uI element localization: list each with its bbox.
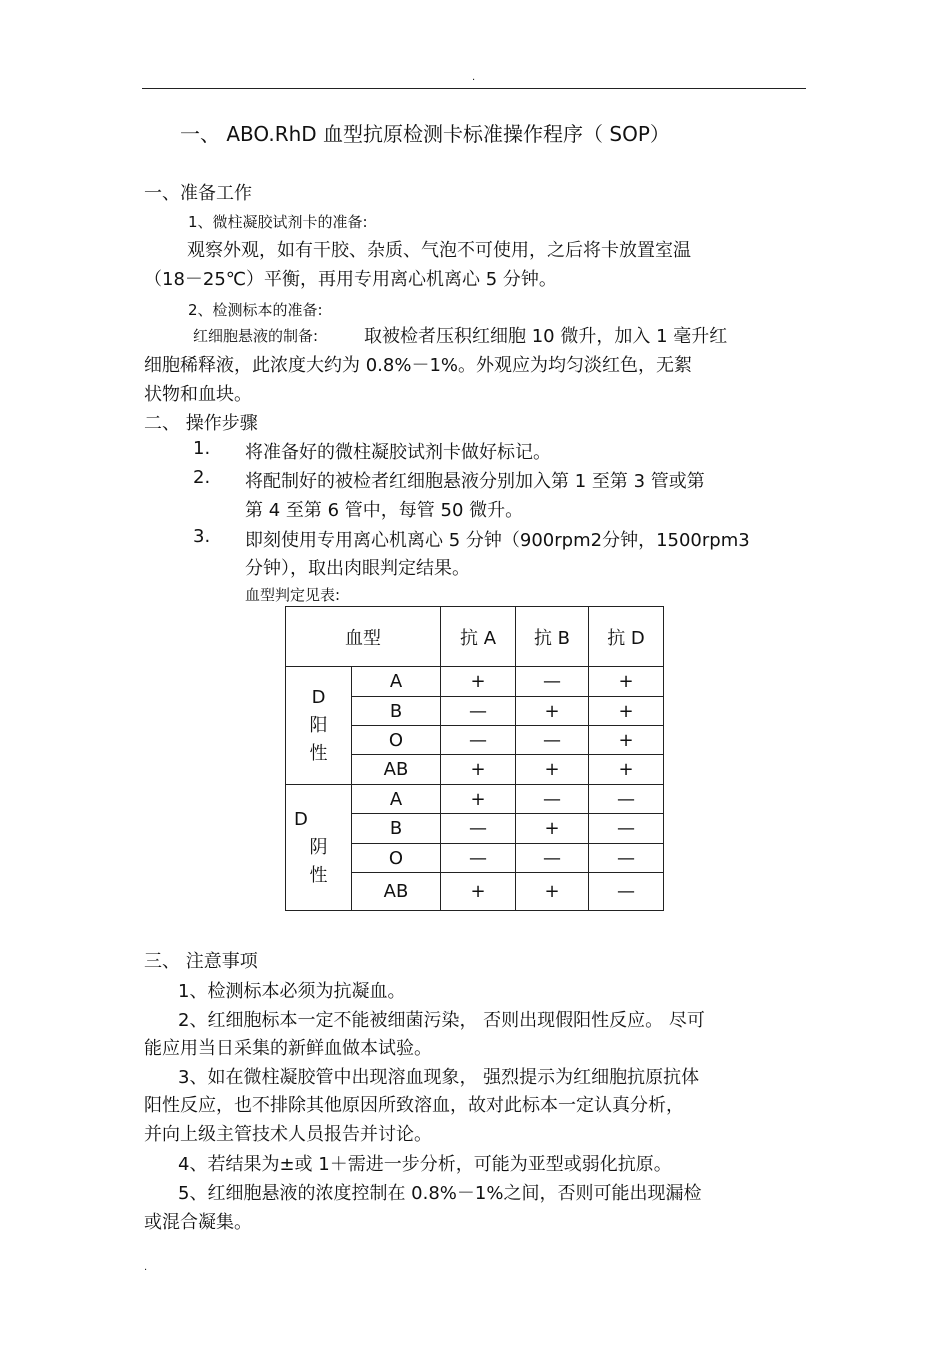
note-1: 1、检测标本必须为抗凝血。 [178, 981, 406, 1002]
sub1-line1: 观察外观，如有干胶、杂质、气泡不可使用，之后将卡放置室温 [187, 240, 691, 261]
sub1-heading: 1、微柱凝胶试剂卡的准备: [188, 213, 368, 231]
cell-type: A [352, 667, 441, 697]
note-2-line2: 能应用当日采集的新鲜血做本试验。 [144, 1038, 432, 1059]
cell-type: B [352, 697, 441, 726]
group-label: 性 [309, 742, 328, 764]
step-1-text: 将准备好的微柱凝胶试剂卡做好标记。 [245, 442, 551, 463]
cell-anti-a: + [441, 667, 516, 697]
footer-mark: . [144, 1262, 148, 1273]
cell-anti-b: — [516, 667, 589, 697]
cell-anti-b: + [516, 697, 589, 726]
cell-type: O [352, 726, 441, 755]
cell-anti-b: — [516, 726, 589, 755]
blood-type-table [285, 606, 664, 911]
note-3-line2: 阳性反应，也不排除其他原因所致溶血，故对此标本一定认真分析， [144, 1095, 684, 1116]
note-3-line1: 3、如在微柱凝胶管中出现溶血现象， 强烈提示为红细胞抗原抗体 [178, 1067, 700, 1088]
table-row [286, 667, 664, 697]
cell-anti-a: + [441, 873, 516, 911]
cell-anti-a: — [441, 814, 516, 844]
step-2-number: 2. [193, 467, 211, 488]
cell-type: O [352, 844, 441, 873]
cell-anti-d: + [589, 667, 664, 697]
cell-anti-b: — [516, 844, 589, 873]
cell-anti-a: — [441, 726, 516, 755]
sub2-line2: 细胞稀释液，此浓度大约为 0.8%－1%。外观应为均匀淡红色，无絮 [144, 355, 693, 376]
note-3-line3: 并向上级主管技术人员报告并讨论。 [144, 1124, 432, 1145]
cell-anti-a: — [441, 697, 516, 726]
table-row [286, 785, 664, 814]
note-5-line2: 或混合凝集。 [144, 1212, 252, 1233]
cell-anti-d: — [589, 814, 664, 844]
cell-anti-d: — [589, 844, 664, 873]
step-3-number: 3. [193, 526, 211, 547]
note-4: 4、若结果为±或 1＋需进一步分析，可能为亚型或弱化抗原。 [178, 1154, 672, 1175]
group-label: 阴 [309, 836, 328, 858]
sub2-line3: 状物和血块。 [144, 384, 252, 405]
cell-anti-b: + [516, 755, 589, 785]
header-anti-b: 抗 B [516, 607, 589, 667]
cell-anti-d: — [589, 873, 664, 911]
sub1-line2: （18－25℃）平衡，再用专用离心机离心 5 分钟。 [144, 269, 557, 290]
section-1-heading: 一、准备工作 [144, 183, 252, 204]
cell-type: AB [352, 755, 441, 785]
header-anti-d: 抗 D [589, 607, 664, 667]
cell-anti-a: + [441, 755, 516, 785]
page-title: 一、 ABO.RhD 血型抗原检测卡标准操作程序（ SOP） [180, 122, 670, 146]
cell-type: B [352, 814, 441, 844]
step-2-line2: 第 4 至第 6 管中，每管 50 微升。 [245, 500, 524, 521]
cell-anti-b: — [516, 785, 589, 814]
group-label: 性 [309, 864, 328, 886]
section-3-heading: 三、 注意事项 [144, 951, 258, 972]
header-mark: . [472, 72, 476, 83]
header-blood-type: 血型 [286, 607, 441, 667]
header-rule [142, 88, 806, 89]
note-2-line1: 2、红细胞标本一定不能被细菌污染， 否则出现假阳性反应。 尽可 [178, 1010, 705, 1031]
group-rh-positive [286, 667, 352, 785]
cell-anti-d: — [589, 785, 664, 814]
step-1-number: 1. [193, 438, 211, 459]
cell-anti-b: + [516, 814, 589, 844]
group-label: D [294, 808, 308, 830]
group-rh-negative [286, 785, 352, 911]
cell-type: A [352, 785, 441, 814]
table-caption: 血型判定见表: [245, 586, 341, 604]
cell-anti-d: + [589, 726, 664, 755]
group-label: D [311, 686, 326, 708]
header-anti-a: 抗 A [441, 607, 516, 667]
sub2-label: 红细胞悬液的制备: [193, 327, 319, 345]
step-3-line2: 分钟），取出肉眼判定结果。 [245, 558, 470, 579]
cell-anti-b: + [516, 873, 589, 911]
cell-anti-a: — [441, 844, 516, 873]
group-label: 阳 [309, 714, 328, 736]
sub2-heading: 2、检测标本的准备: [188, 301, 323, 319]
cell-anti-d: + [589, 755, 664, 785]
step-2-line1: 将配制好的被检者红细胞悬液分别加入第 1 至第 3 管或第 [245, 471, 705, 492]
cell-anti-a: + [441, 785, 516, 814]
cell-type: AB [352, 873, 441, 911]
table-header-row [286, 607, 664, 667]
note-5-line1: 5、红细胞悬液的浓度控制在 0.8%－1%之间，否则可能出现漏检 [178, 1183, 702, 1204]
section-2-heading: 二、 操作步骤 [144, 413, 258, 434]
step-3-line1: 即刻使用专用离心机离心 5 分钟（900rpm2分钟，1500rpm3 [245, 530, 750, 551]
sub2-line1: 取被检者压积红细胞 10 微升，加入 1 毫升红 [364, 326, 728, 347]
cell-anti-d: + [589, 697, 664, 726]
